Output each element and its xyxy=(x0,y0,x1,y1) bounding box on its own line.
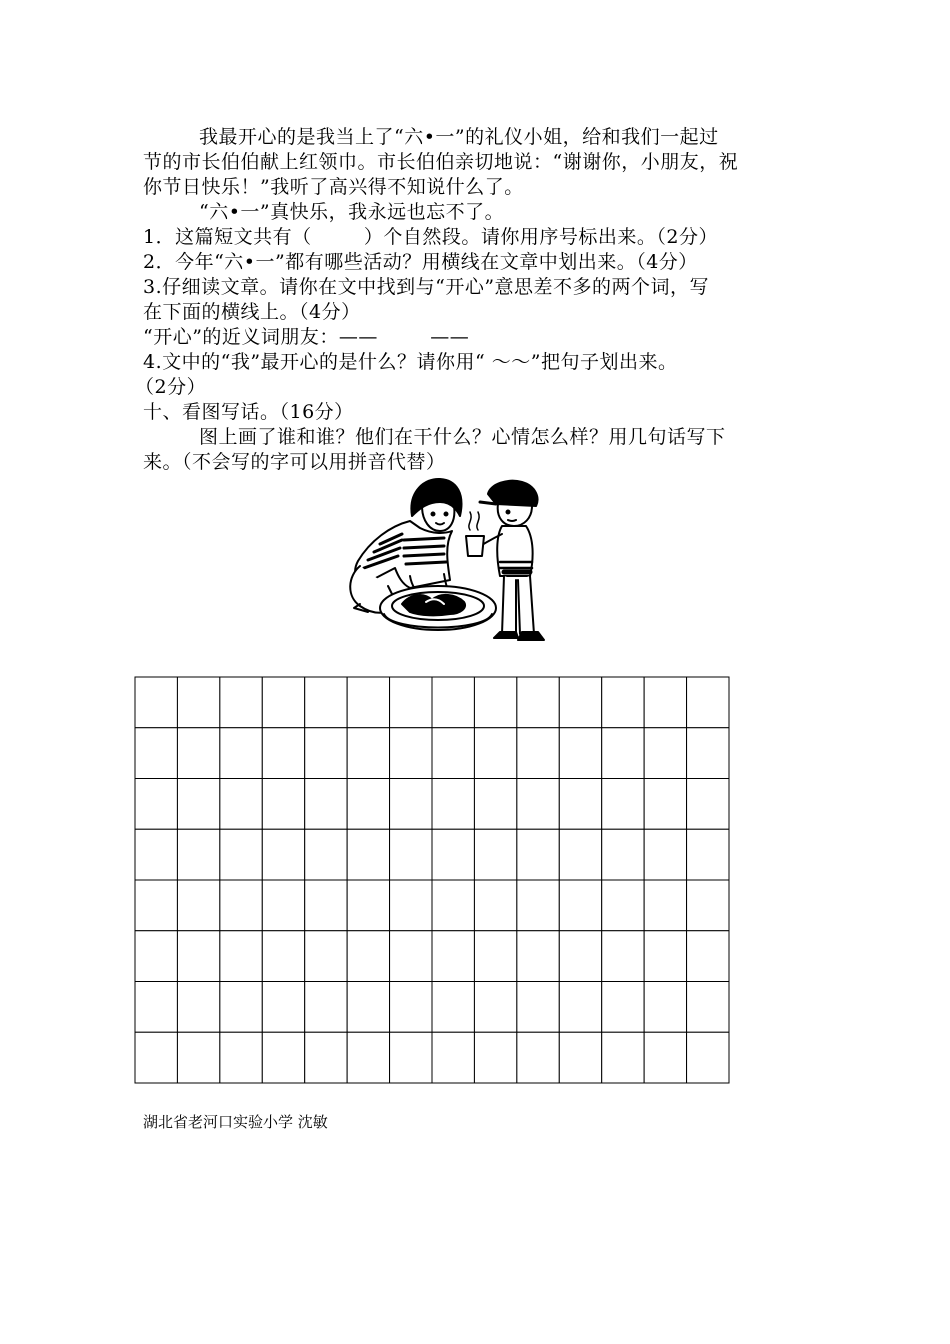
grid-cell[interactable] xyxy=(177,1032,219,1083)
grid-cell[interactable] xyxy=(559,829,601,880)
grid-cell[interactable] xyxy=(432,728,474,779)
grid-cell[interactable] xyxy=(177,677,219,728)
grid-cell[interactable] xyxy=(347,728,389,779)
grid-cell[interactable] xyxy=(135,728,177,779)
grid-cell[interactable] xyxy=(262,677,304,728)
grid-cell[interactable] xyxy=(644,829,686,880)
grid-cell[interactable] xyxy=(687,677,729,728)
grid-cell[interactable] xyxy=(177,728,219,779)
grid-cell[interactable] xyxy=(602,829,644,880)
grid-cell[interactable] xyxy=(220,1032,262,1083)
grid-cell[interactable] xyxy=(559,677,601,728)
grid-cell[interactable] xyxy=(559,779,601,830)
grid-cell[interactable] xyxy=(347,880,389,931)
grid-cell[interactable] xyxy=(644,779,686,830)
grid-cell[interactable] xyxy=(517,931,559,982)
grid-cell[interactable] xyxy=(474,728,516,779)
grid-cell[interactable] xyxy=(602,677,644,728)
grid-cell[interactable] xyxy=(390,982,432,1033)
grid-cell[interactable] xyxy=(177,779,219,830)
grid-cell[interactable] xyxy=(262,931,304,982)
grid-cell[interactable] xyxy=(262,982,304,1033)
grid-cell[interactable] xyxy=(220,779,262,830)
question-3-answer-line: “开心”的近义词朋友：—— —— xyxy=(143,326,470,348)
grid-cell[interactable] xyxy=(432,677,474,728)
grid-cell[interactable] xyxy=(262,880,304,931)
question-3-line-2: 在下面的横线上。（4分） xyxy=(143,301,361,323)
grid-cell[interactable] xyxy=(517,880,559,931)
grid-cell[interactable] xyxy=(135,880,177,931)
grid-cell[interactable] xyxy=(687,829,729,880)
question-3-line-1: 3.仔细读文章。请你在文中找到与“开心”意思差不多的两个词，写 xyxy=(143,276,710,298)
grid-cell[interactable] xyxy=(262,779,304,830)
grid-cell[interactable] xyxy=(517,677,559,728)
grid-cell[interactable] xyxy=(135,677,177,728)
grid-cell[interactable] xyxy=(177,829,219,880)
grid-cell[interactable] xyxy=(602,982,644,1033)
grid-cell[interactable] xyxy=(559,1032,601,1083)
grid-cell[interactable] xyxy=(517,982,559,1033)
grid-cell[interactable] xyxy=(517,829,559,880)
grid-cell[interactable] xyxy=(135,779,177,830)
grid-cell[interactable] xyxy=(432,829,474,880)
grid-cell[interactable] xyxy=(262,1032,304,1083)
grid-cell[interactable] xyxy=(644,728,686,779)
grid-cell[interactable] xyxy=(644,880,686,931)
grid-cell[interactable] xyxy=(432,982,474,1033)
grid-cell[interactable] xyxy=(220,677,262,728)
grid-cell[interactable] xyxy=(602,931,644,982)
grid-cell[interactable] xyxy=(220,931,262,982)
grid-cell[interactable] xyxy=(602,728,644,779)
passage-line-1: 我最开心的是我当上了“六•一”的礼仪小姐，给和我们一起过 xyxy=(199,126,719,148)
question-1: 1．这篇短文共有（ ）个自然段。请你用序号标出来。（2分） xyxy=(143,226,718,248)
grid-cell[interactable] xyxy=(432,779,474,830)
grid-cell[interactable] xyxy=(390,1032,432,1083)
grid-cell[interactable] xyxy=(474,1032,516,1083)
question-4-line-2: （2分） xyxy=(135,376,207,398)
grid-cell[interactable] xyxy=(432,1032,474,1083)
grid-cell[interactable] xyxy=(305,779,347,830)
grid-cell[interactable] xyxy=(517,1032,559,1083)
section-10-prompt-line-1: 图上画了谁和谁？他们在干什么？心情怎么样？用几句话写下 xyxy=(199,426,726,448)
grid-cell[interactable] xyxy=(347,931,389,982)
grid-cell[interactable] xyxy=(390,880,432,931)
grid-cell[interactable] xyxy=(517,728,559,779)
grid-cell[interactable] xyxy=(177,880,219,931)
grid-cell[interactable] xyxy=(135,931,177,982)
grid-cell[interactable] xyxy=(305,1032,347,1083)
passage-line-2: 节的市长伯伯献上红领巾。市长伯伯亲切地说：“谢谢你，小朋友，祝 xyxy=(143,151,739,173)
grid-cell[interactable] xyxy=(474,829,516,880)
grid-cell[interactable] xyxy=(687,1032,729,1083)
grid-cell[interactable] xyxy=(220,728,262,779)
grid-cell[interactable] xyxy=(687,779,729,830)
grid-cell[interactable] xyxy=(220,829,262,880)
grid-cell[interactable] xyxy=(305,728,347,779)
grid-cell[interactable] xyxy=(474,779,516,830)
grid-cell[interactable] xyxy=(135,1032,177,1083)
grid-cell[interactable] xyxy=(347,829,389,880)
grid-cell[interactable] xyxy=(687,728,729,779)
question-4-line-1: 4.文中的“我”最开心的是什么？请你用“ ～～”把句子划出来。 xyxy=(143,351,678,373)
grid-cell[interactable] xyxy=(135,829,177,880)
grid-cell[interactable] xyxy=(432,880,474,931)
grid-cell[interactable] xyxy=(220,880,262,931)
grid-cell[interactable] xyxy=(390,779,432,830)
grid-cell[interactable] xyxy=(644,931,686,982)
grid-cell[interactable] xyxy=(347,677,389,728)
grid-cell[interactable] xyxy=(347,982,389,1033)
section-10-prompt-line-2: 来。（不会写的字可以用拼音代替） xyxy=(143,451,446,473)
grid-cell[interactable] xyxy=(559,880,601,931)
grid-cell[interactable] xyxy=(644,677,686,728)
writing-grid[interactable] xyxy=(134,676,730,1084)
question-2: 2．今年“六•一”都有哪些活动？用横线在文章中划出来。（4分） xyxy=(143,251,698,273)
grid-cell[interactable] xyxy=(687,982,729,1033)
grid-cell[interactable] xyxy=(262,829,304,880)
grid-cell[interactable] xyxy=(177,982,219,1033)
grid-cell[interactable] xyxy=(687,880,729,931)
passage-line-3: 你节日快乐！”我听了高兴得不知说什么了。 xyxy=(143,176,524,198)
grid-cell[interactable] xyxy=(305,931,347,982)
grid-cell[interactable] xyxy=(474,931,516,982)
grid-cell[interactable] xyxy=(347,779,389,830)
grid-cell[interactable] xyxy=(305,982,347,1033)
grid-cell[interactable] xyxy=(220,982,262,1033)
grid-cell[interactable] xyxy=(177,931,219,982)
section-10-title: 十、看图写话。（16分） xyxy=(143,401,354,423)
grid-cell[interactable] xyxy=(305,829,347,880)
grid-cell[interactable] xyxy=(390,931,432,982)
grid-cell[interactable] xyxy=(602,779,644,830)
grid-cell[interactable] xyxy=(390,677,432,728)
grid-cell[interactable] xyxy=(644,1032,686,1083)
grid-cell[interactable] xyxy=(644,982,686,1033)
grid-cell[interactable] xyxy=(559,728,601,779)
author-footer: 湖北省老河口实验小学 沈敏 xyxy=(143,1113,328,1131)
grid-cell[interactable] xyxy=(262,728,304,779)
grid-cell[interactable] xyxy=(474,880,516,931)
mother-washing-child-serving-tea-illustration xyxy=(340,476,555,656)
grid-cell[interactable] xyxy=(347,1032,389,1083)
grid-cell[interactable] xyxy=(602,1032,644,1083)
grid-cell[interactable] xyxy=(305,880,347,931)
grid-cell[interactable] xyxy=(390,829,432,880)
grid-cell[interactable] xyxy=(474,677,516,728)
grid-cell[interactable] xyxy=(602,880,644,931)
grid-cell[interactable] xyxy=(559,982,601,1033)
grid-cell[interactable] xyxy=(517,779,559,830)
grid-cell[interactable] xyxy=(432,931,474,982)
grid-cell[interactable] xyxy=(687,931,729,982)
passage-line-4: “六•一”真快乐，我永远也忘不了。 xyxy=(199,201,505,223)
grid-cell[interactable] xyxy=(390,728,432,779)
grid-cell[interactable] xyxy=(559,931,601,982)
grid-cell[interactable] xyxy=(474,982,516,1033)
grid-cell[interactable] xyxy=(305,677,347,728)
grid-cell[interactable] xyxy=(135,982,177,1033)
